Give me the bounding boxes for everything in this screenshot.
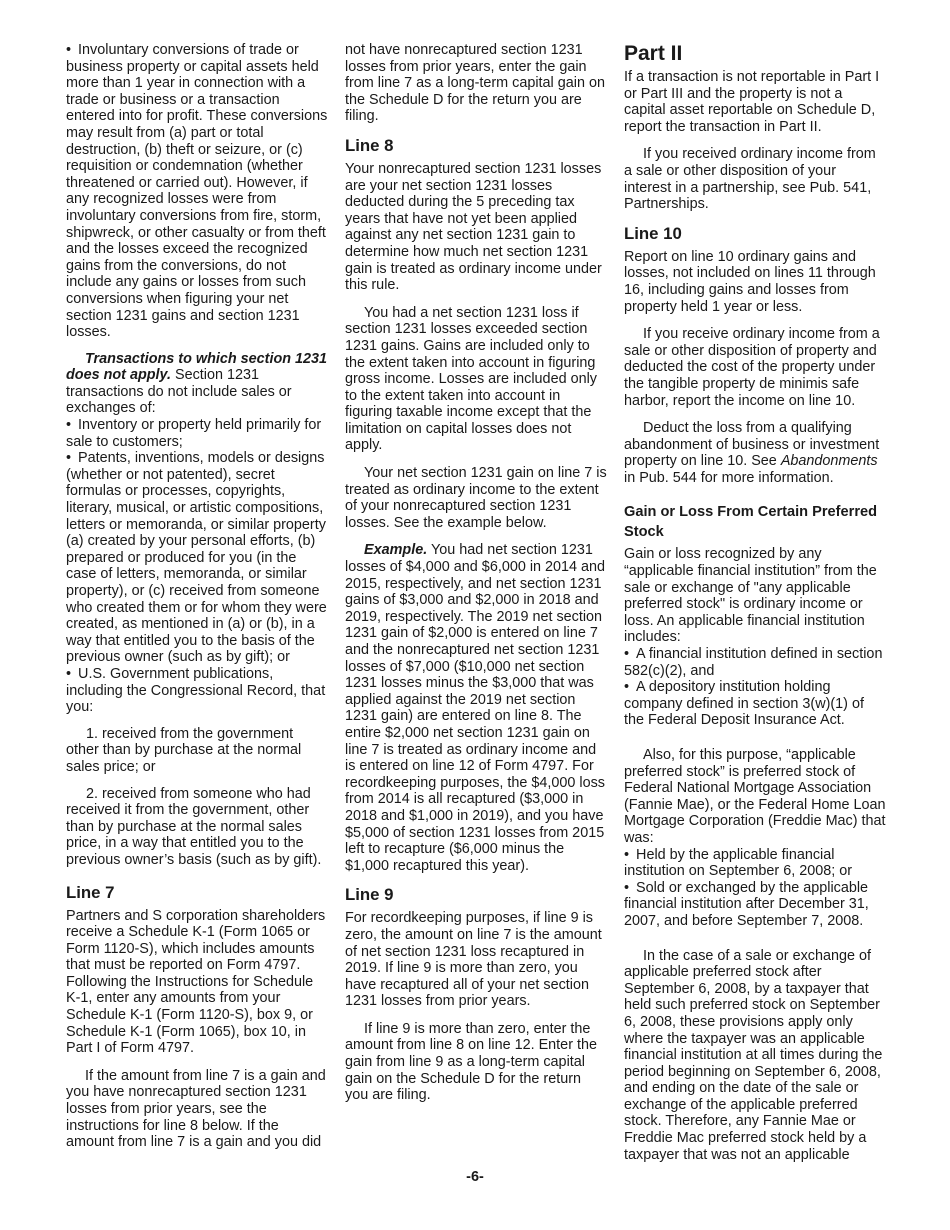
line7-paragraph-1: Partners and S corporation shareholders receive a Schedule K-1 (Form 1065 or Form 1120-S), which includes amounts that must be reported on Form 4797. Following the Instructions for Schedule K-1, enter any amounts from your Schedule K-1 (Form 1120-S), box 9, or Schedule K-1 (Form 1065), box 10, in Part I of Form 4797. bbox=[66, 907, 326, 1057]
page-number: -6- bbox=[466, 1169, 484, 1185]
heading-preferred-stock: Gain or Loss From Certain Preferred Stock bbox=[624, 504, 878, 541]
example-paragraph: Example. You had net section 1231 losses of $4,000 and $6,000 in 2014 and 2015, respectively, and net section 1231 gains of $3,000 and $2,000 in 2018 and 2019, respectively. The 2019 net section 1231 gain of $2,000 is entered on line 7 and the nonrecaptured net section 1231 losses of $7,000 ($10,000 net section 1231 losses minus the $3,000 that was applied against the 2019 net section 1231 gain) are entered on line 8. The entire $2,000 net section 1231 gain on line 7 is treated as ordinary income and is entered on line 12 of Form 4797. For recordkeeping purposes, the $4,000 loss from 2014 is all recaptured ($3,000 in 2018 and $1,000 in 2019), and you have $5,000 of section 1231 losses from 2015 left to recapture ($6,000 minus the $1,000 recaptured this year). bbox=[345, 542, 606, 874]
heading-line-7: Line 7 bbox=[66, 882, 115, 902]
numbered-item-1: 1. received from the government other than by purchase at the normal sales price; or bbox=[66, 725, 302, 775]
preferred-paragraph-1: Gain or loss recognized by any “applicable financial institution” from the sale or exchange of "any applicable preferred stock" is ordinary income or loss. An applicable financial institution includes: bbox=[624, 546, 877, 646]
line8-paragraph-1: Your nonrecaptured section 1231 losses are your net section 1231 losses deducted during the 5 preceding tax years that have not yet been applied against any net section 1231 gain to determine how much net section 1231 gain is treated as ordinary income under this rule. bbox=[345, 160, 602, 294]
line10-paragraph-1: Report on line 10 ordinary gains and losses, not included on lines 11 through 16, including gains and losses from property held 1 year or less. bbox=[624, 248, 876, 315]
bullet-government-publications: • U.S. Government publications, including the Congressional Record, that you: bbox=[66, 666, 328, 716]
line9-paragraph-1: For recordkeeping purposes, if line 9 is zero, the amount on line 7 is the amount of net section 1231 loss recaptured in 2019. If line 9 is more than zero, you have recaptured all of your net section 1231 losses from prior years. bbox=[345, 910, 602, 1010]
line9-paragraph-2: If line 9 is more than zero, enter the amount from line 8 on line 12. Enter the gain from line 9 as a long-term capital gain on the Schedule D for the return you are filing. bbox=[345, 1020, 597, 1104]
line8-paragraph-2: You had a net section 1231 loss if section 1231 losses exceeded section 1231 gains. Gains are included only to the extent taken into account in figuring gross income. Losses are included only to the extent taken into account in figuring taxable income except that the limitation on capital losses does not apply. bbox=[345, 304, 597, 454]
line10-paragraph-2: If you receive ordinary income from a sale or other disposition of property and deducted the cost of the property under the tangible property de minimis safe harbor, report the income on line 10. bbox=[624, 326, 880, 409]
column-1 bbox=[66, 42, 328, 1162]
numbered-item-2: 2. received from someone who had received it from the government, other than by purchase at the normal sales price, in a way that entitled you to the previous owner’s basis (such as by gift). bbox=[66, 785, 322, 868]
heading-line-9: Line 9 bbox=[345, 885, 394, 905]
bullet-held-by: • Held by the applicable financial institution on September 6, 2008; or bbox=[624, 847, 886, 880]
line10-paragraph-3: Deduct the loss from a qualifying abandonment of business or investment property on line 10. See Abandonments in Pub. 544 for more information. bbox=[624, 420, 880, 486]
line7-continued: not have nonrecaptured section 1231 losses from prior years, enter the gain from line 7 as a long-term capital gain on the Schedule D for the return you are filing. bbox=[345, 42, 605, 125]
paragraph-not-apply: Transactions to which section 1231 does not apply. Section 1231 transactions do not include sales or exchanges of: bbox=[66, 350, 328, 417]
column-2 bbox=[345, 42, 607, 1115]
line8-paragraph-3: Your net section 1231 gain on line 7 is treated as ordinary income to the extent of your nonrecaptured section 1231 losses. See the example below. bbox=[345, 465, 607, 531]
heading-line-8: Line 8 bbox=[345, 135, 394, 155]
line7-paragraph-2: If the amount from line 7 is a gain and you have nonrecaptured section 1231 losses from prior years, see the instructions for line 8 below. If the amount from line 7 is a gain and you did bbox=[66, 1067, 326, 1151]
bullet-involuntary-conversions: • Involuntary conversions of trade or business property or capital assets held more than 1 year in connection with a trade or business or a transaction entered into for profit. These conversions may result from (a) part or total destruction, (b) theft or seizure, or (c) requisition or condemnation (whether threatened or carried out). However, if any recognized losses were from involuntary conversions from fire, storm, shipwreck, or other casualty or from theft and the losses exceed the recognized gains from the conversions, do not include any gains or losses from such conversions when figuring your net section 1231 gains and section 1231 losses. bbox=[66, 42, 328, 341]
part2-paragraph-2: If you received ordinary income from a sale or other disposition of your interest in a partnership, see Pub. 541, Partnerships. bbox=[624, 146, 876, 213]
heading-line-10: Line 10 bbox=[624, 223, 682, 243]
column-3 bbox=[624, 42, 886, 1174]
bullet-financial-institution: • A financial institution defined in section 582(c)(2), and bbox=[624, 646, 886, 679]
example-label: Example. bbox=[364, 542, 428, 559]
part2-paragraph-1: If a transaction is not reportable in Part I or Part III and the property is not a capital asset reportable on Schedule D, report the transaction in Part II. bbox=[624, 69, 880, 135]
abandonments-reference: Abandonments bbox=[780, 453, 878, 470]
bullet-depository-institution: • A depository institution holding company defined in section 3(w)(1) of the Federal Deposit Insurance Act. bbox=[624, 679, 886, 729]
bullet-inventory: • Inventory or property held primarily for sale to customers; bbox=[66, 417, 328, 450]
bullet-sold-or-exchanged: • Sold or exchanged by the applicable financial institution after December 31, 2007, and before September 7, 2008. bbox=[624, 880, 886, 930]
preferred-paragraph-2: Also, for this purpose, “applicable preferred stock” is preferred stock of Federal National Mortgage Association (Fannie Mae), or the Federal Home Loan Mortgage Corporation (Freddie Mac) that was: bbox=[624, 747, 886, 846]
run-in-heading-not-apply: Transactions to which section 1231 does not apply. bbox=[66, 350, 328, 384]
heading-part-2: Part II bbox=[624, 42, 683, 65]
preferred-paragraph-3: In the case of a sale or exchange of applicable preferred stock after September 6, 2008, by a taxpayer that held such preferred stock on September 6, 2008, these provisions apply only where the taxpayer was an applicable financial institution at all times during the period beginning on September 6, 2008, and ending on the date of the sale or exchange of the applicable preferred stock. Therefore, any Fannie Mae or Freddie Mac preferred stock held by a taxpayer that was not an applicable bbox=[624, 947, 883, 1163]
bullet-patents: • Patents, inventions, models or designs (whether or not patented), secret formulas or processes, copyrights, literary, musical, or artistic compositions, letters or memoranda, or similar property (a) created by your personal efforts, (b) prepared or produced for you (in the case of letters, memoranda, or similar property), or (c) received from someone who created them or for whom they were created, as mentioned in (a) or (b), in a way that entitled you to the basis of the previous owner (such as by gift); or bbox=[66, 450, 328, 666]
